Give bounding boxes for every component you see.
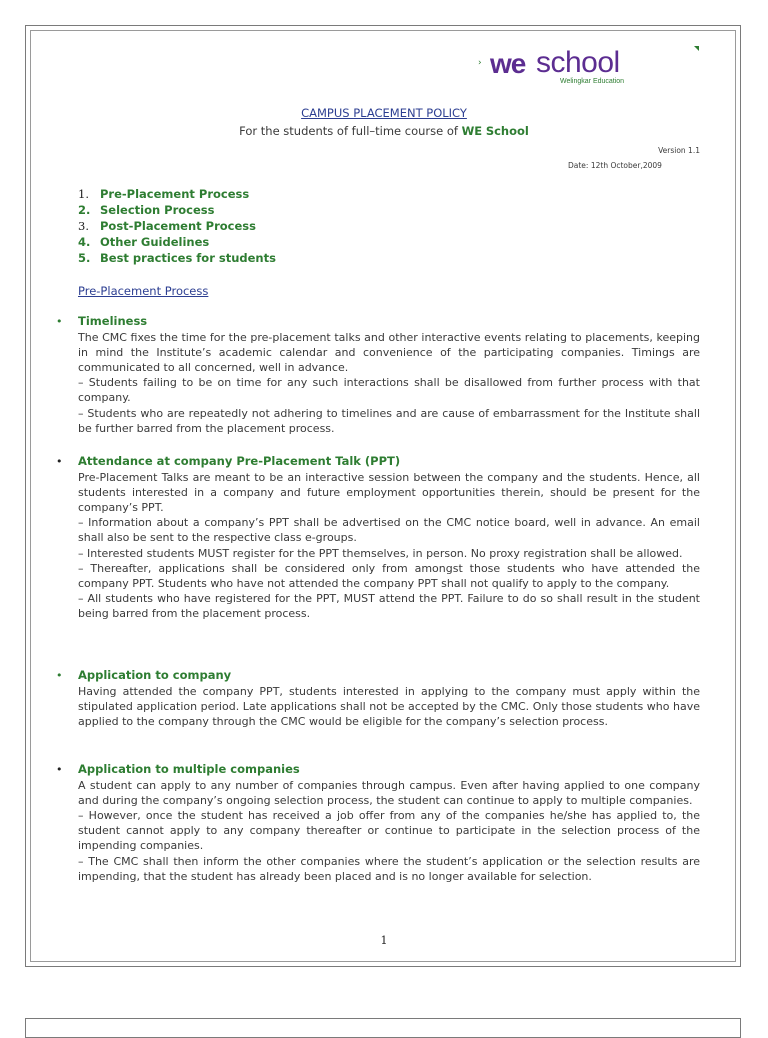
toc-number: 4. xyxy=(78,235,91,249)
toc-item xyxy=(78,234,276,250)
item-paragraph: – Students who are repeatedly not adhering to timelines and are cause of embarrassment for the Institute shall be further barred from the placement process. xyxy=(78,406,700,435)
table-of-contents xyxy=(78,186,276,266)
policy-item-attendance xyxy=(56,454,700,622)
subtitle-brand-we: WE xyxy=(461,124,483,138)
logo-school-text: school xyxy=(536,46,620,79)
toc-number: 2. xyxy=(78,203,91,217)
item-title: Application to multiple companies xyxy=(78,762,300,776)
section-heading: Pre-Placement Process xyxy=(78,284,209,298)
weschool-logo xyxy=(478,46,708,96)
bullet-icon: • xyxy=(56,763,63,776)
policy-item-timeliness xyxy=(56,314,700,436)
toc-label: Post-Placement Process xyxy=(100,219,256,233)
item-title: Timeliness xyxy=(78,314,148,328)
item-title: Application to company xyxy=(78,668,232,682)
bullet-icon: • xyxy=(56,455,63,468)
toc-item xyxy=(78,202,276,218)
logo-subtitle: Welingkar Education xyxy=(560,78,625,85)
item-paragraph: – However, once the student has received a job offer from any of the companies he/she has applied to, the student cannot apply to any company thereafter or continue to participate in the selection process of the impending companies. xyxy=(78,808,700,853)
policy-item-multiple-companies xyxy=(56,762,700,884)
document-title: CAMPUS PLACEMENT POLICY xyxy=(301,106,467,120)
subtitle-prefix: For the students of full–time course of xyxy=(239,124,462,138)
toc-label: Selection Process xyxy=(100,203,215,217)
item-paragraph: – Students failing to be on time for any such interactions shall be disallowed from further process with that company. xyxy=(78,376,700,405)
item-paragraph: – Information about a company’s PPT shall be advertised on the CMC notice board, well in advance. An email shall also be sent to the respective class e-groups. xyxy=(78,516,700,545)
item-paragraph: The CMC fixes the time for the pre-placement talks and other interactive events relating to placements, keeping in mind the Institute’s academic calendar and convenience of the participating companies. Timings are communicated to all concerned, well in advance. xyxy=(78,330,700,374)
item-paragraph: – Interested students MUST register for the PPT themselves, in person. No proxy registration shall be allowed. xyxy=(78,546,683,560)
bullet-icon: • xyxy=(56,315,63,328)
toc-number: 3. xyxy=(78,219,89,233)
document-subtitle xyxy=(0,124,768,138)
toc-number: 5. xyxy=(78,251,91,265)
logo-we-text: we xyxy=(490,48,526,79)
page-number: 1 xyxy=(380,934,388,947)
item-paragraph: Having attended the company PPT, students interested in applying to the company must apply within the stipulated application period. Late applications shall not be accepted by the CMC. Only those students who have applied to the company through the CMC would be eligible for the company’s selection process. xyxy=(78,684,700,728)
item-paragraph: – All students who have registered for the PPT, MUST attend the PPT. Failure to do so shall result in the student being barred from the placement process. xyxy=(78,592,700,621)
toc-item xyxy=(78,186,276,202)
bullet-icon: • xyxy=(56,669,63,682)
item-paragraph: Pre-Placement Talks are meant to be an interactive session between the company and the students. Hence, all students interested in a company and future employment opportunities therein, should be present for the company’s PPT. xyxy=(78,470,700,514)
item-paragraph: A student can apply to any number of companies through campus. Even after having applied to one company and during the company’s ongoing selection process, the student can continue to apply to multiple companies. xyxy=(78,778,700,807)
toc-label: Other Guidelines xyxy=(100,235,210,249)
policy-item-application xyxy=(56,668,700,729)
item-paragraph: – Thereafter, applications shall be considered only from amongst those students who have attended the company PPT. Students who have not attended the company PPT shall not qualify to apply to the company. xyxy=(78,561,700,590)
date-label: Date: 12th October,2009 xyxy=(568,161,662,170)
toc-label: Pre-Placement Process xyxy=(100,187,250,201)
toc-item xyxy=(78,218,276,234)
logo-arrow-icon: › xyxy=(478,58,482,68)
toc-label: Best practices for students xyxy=(100,251,276,265)
logo-corner-icon xyxy=(694,46,699,51)
next-page-border xyxy=(25,1018,741,1038)
item-title: Attendance at company Pre-Placement Talk (PPT) xyxy=(78,454,401,468)
toc-number: 1. xyxy=(78,187,89,201)
version-label: Version 1.1 xyxy=(658,146,700,155)
subtitle-brand-school: School xyxy=(485,124,529,138)
item-paragraph: – The CMC shall then inform the other companies where the student’s application or the selection results are impending, that the student has already been placed and is no longer available for selection. xyxy=(78,854,700,883)
toc-item xyxy=(78,250,276,266)
